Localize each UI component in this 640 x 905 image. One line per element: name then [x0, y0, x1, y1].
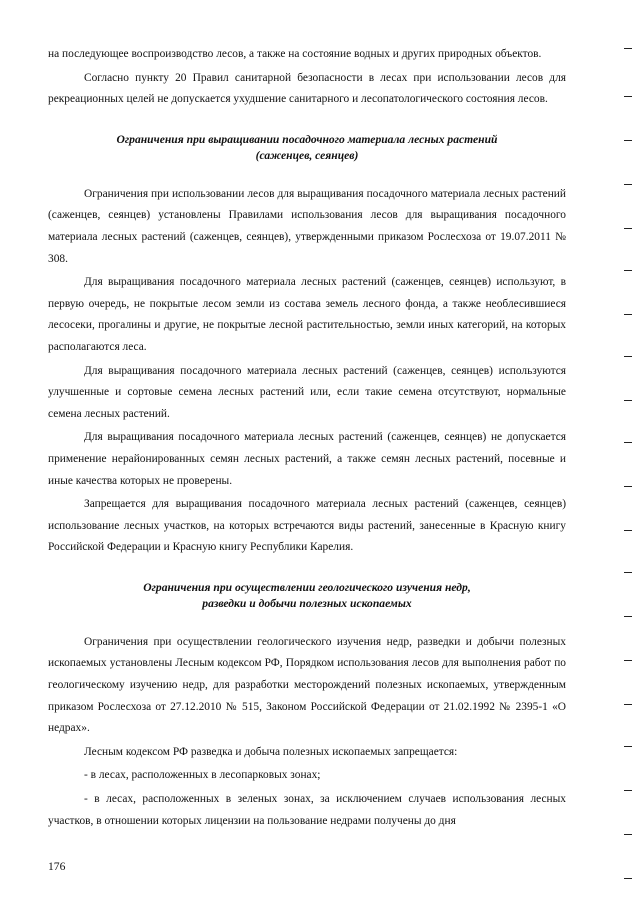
- heading-line: разведки и добычи полезных ископаемых: [202, 596, 412, 610]
- document-page: [48, 44, 566, 832]
- paragraph: Для выращивания посадочного материала лесных растений (саженцев, сеянцев) используют, в первую очередь, не покрытые лесом земли из состава земель лесного фонда, а также необлесившиеся лесосеки, прогалины и другие, не покрытые лесной растительностью, земли иных категорий, на которых располагаются леса.: [48, 276, 566, 353]
- paragraph: на последующее воспроизводство лесов, а также на состояние водных и других природных объектов.: [48, 48, 542, 60]
- margin-marks: [620, 0, 640, 905]
- list-item: - в лесах, расположенных в зеленых зонах, за исключением случаев использования лесных участков, в отношении которых лицензии на пользование недрами получены до дня: [48, 793, 566, 827]
- paragraph: Запрещается для выращивания посадочного материала лесных растений (саженцев, сеянцев) использование лесных участков, на которых встречаются виды растений, занесенные в Красную книгу Российской Федерации и Красную книгу Республики Карелия.: [48, 498, 566, 554]
- margin-tick: [624, 96, 632, 97]
- heading-line: (саженцев, сеянцев): [255, 148, 359, 162]
- section-heading: [48, 580, 566, 612]
- margin-tick: [624, 356, 632, 357]
- margin-tick: [624, 878, 632, 879]
- list-item: - в лесах, расположенных в лесопарковых зонах;: [84, 769, 321, 782]
- heading-line: Ограничения при осуществлении геологического изучения недр,: [143, 580, 471, 594]
- margin-tick: [624, 572, 632, 573]
- margin-tick: [624, 704, 632, 705]
- margin-tick: [624, 790, 632, 791]
- heading-line: Ограничения при выращивании посадочного материала лесных растений: [116, 132, 498, 146]
- paragraph: Ограничения при осуществлении геологического изучения недр, разведки и добычи полезных ископаемых установлены Лесным кодексом РФ, Порядком использования лесов для выполнения работ по геологическому изучению недр, для разработки месторождений полезных ископаемых, утвержденным приказом Рослесхоза от 27.12.2010 № 515, Законом Российской Федерации от 21.02.1992 № 2395-1 «О недрах».: [48, 635, 566, 735]
- paragraph: Для выращивания посадочного материала лесных растений (саженцев, сеянцев) не допускается применение нерайонированных семян лесных растений, а также семян лесных растений, посевные и иные качества которых не проверены.: [48, 431, 566, 487]
- paragraph: Согласно пункту 20 Правил санитарной безопасности в лесах при использовании лесов для рекреационных целей не допускается ухудшение санитарного и лесопатологического состояния лесов.: [48, 71, 566, 106]
- margin-tick: [624, 616, 632, 617]
- section-heading: [48, 132, 566, 164]
- margin-tick: [624, 486, 632, 487]
- margin-tick: [624, 270, 632, 271]
- paragraph: Лесным кодексом РФ разведка и добыча полезных ископаемых запрещается:: [84, 745, 458, 758]
- margin-tick: [624, 140, 632, 141]
- page-number: 176: [48, 860, 66, 873]
- margin-tick: [624, 746, 632, 747]
- margin-tick: [624, 834, 632, 835]
- margin-tick: [624, 184, 632, 185]
- margin-tick: [624, 442, 632, 443]
- margin-tick: [624, 314, 632, 315]
- margin-tick: [624, 660, 632, 661]
- paragraph: Для выращивания посадочного материала лесных растений (саженцев, сеянцев) используются улучшенные и сортовые семена лесных растений или, если такие семена отсутствуют, нормальные семена лесных растений.: [48, 364, 566, 420]
- margin-tick: [624, 400, 632, 401]
- margin-tick: [624, 228, 632, 229]
- margin-tick: [624, 530, 632, 531]
- margin-tick: [624, 48, 632, 49]
- paragraph: Ограничения при использовании лесов для выращивания посадочного материала лесных растений (саженцев, сеянцев) установлены Правилами использования лесов для выращивания посадочного материала лесных растений (саженцев, сеянцев), утвержденными приказом Рослесхоза от 19.07.2011 № 308.: [48, 187, 566, 265]
